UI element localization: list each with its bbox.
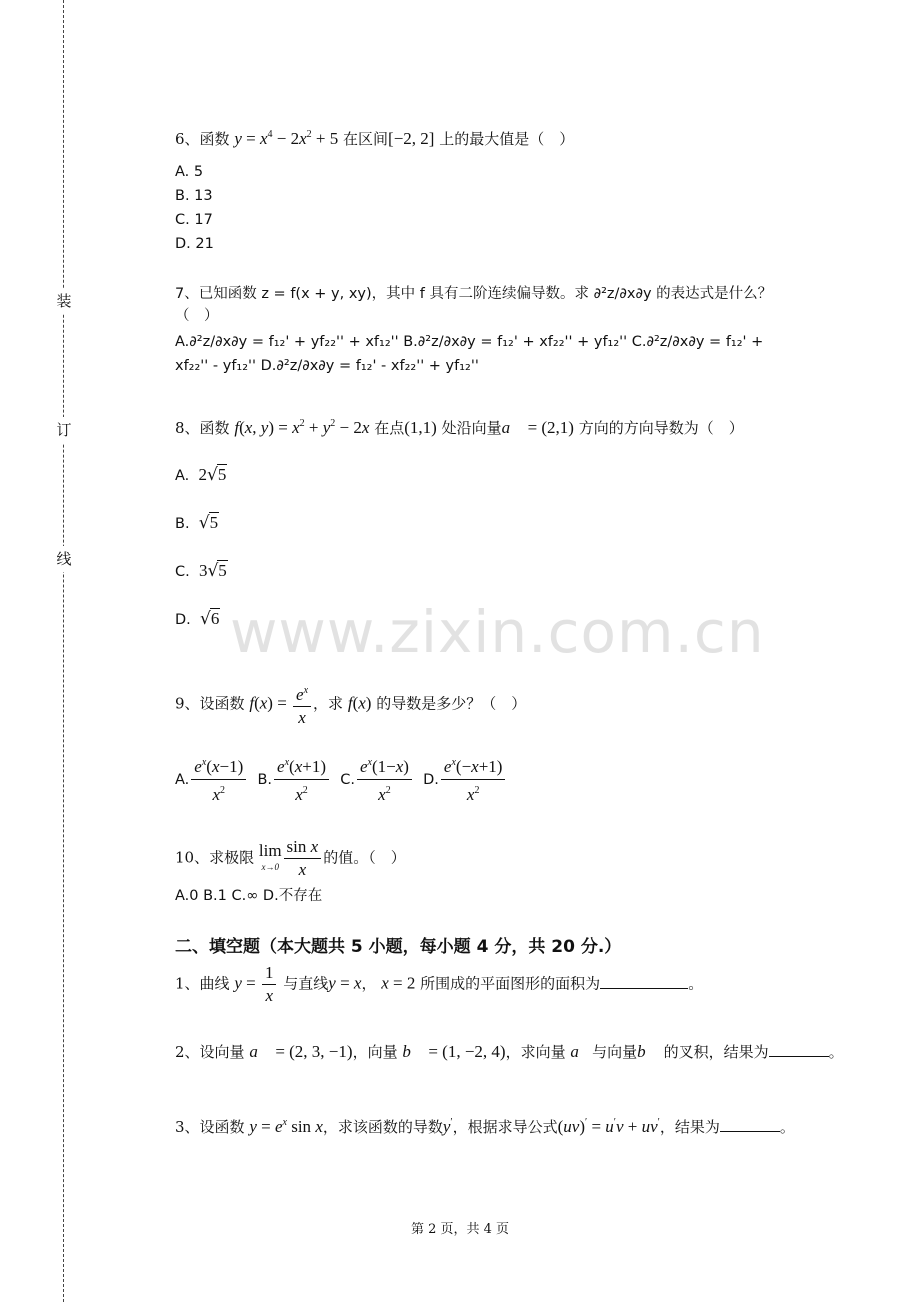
- question-9-option-c[interactable]: C. $\frac{e^x(1-x)}{x^2}$: [340, 772, 414, 788]
- question-6-option-b[interactable]: B. 13: [175, 188, 213, 204]
- question-7-options-line-1[interactable]: A.∂²z/∂x∂y = f₁₂' + yf₂₂'' + xf₁₂'' B.∂²z/∂x∂y = f₁₂' + xf₂₂'' + yf₁₂'' C.∂²z/∂x∂y = f₁₂' +: [175, 334, 764, 350]
- fill-1-stem: 1、曲线 y = $\frac{1}{x}$ 与直线y = x， x = 2 所围成的平面图形的面积为 。: [175, 963, 704, 1005]
- question-7-paren: （ ）: [175, 308, 219, 324]
- binding-char-ding: 订: [52, 417, 76, 443]
- fill-2-answer-blank[interactable]: [769, 1042, 829, 1057]
- question-6-option-d[interactable]: D. 21: [175, 236, 214, 252]
- question-6-option-a[interactable]: A. 5: [175, 164, 204, 180]
- question-9-option-b[interactable]: B. $\frac{e^x(x+1)}{x^2}$: [257, 772, 331, 788]
- binding-char-zhuang: 装: [52, 288, 76, 314]
- question-10-stem: 10、求极限 lim x→0 $\frac{\text{sin x}}{x}$ 的值。（ ）: [175, 837, 406, 879]
- question-8-option-c[interactable]: C. 3√5: [175, 561, 227, 581]
- question-8-stem: 8、函数 f(x, $y) = x^2 + y^2 - 2x$ 在点(1,1) 处沿向量a⃗ = (2,1) 方向的方向导数为（ ）: [175, 418, 744, 437]
- watermark: www.zixin.com.cn: [230, 598, 765, 666]
- fill-3-stem: 3、设函数 $y = e^x$ sin x，求该函数的导数y′，根据求导公式(uv)′ = u′v + uv′，结果为 。: [175, 1117, 795, 1136]
- question-6-stem: 6、函数 $y = x^4 - 2x^2 + 5$ 在区间[−2, 2] 上的最大值是（ ）: [175, 129, 575, 148]
- question-8-option-b[interactable]: B. √5: [175, 513, 219, 533]
- question-9-option-d[interactable]: D. $\frac{e^x(-x+1)}{x^2}$: [423, 772, 507, 788]
- binding-dashed-line: [63, 0, 64, 1302]
- fill-1-answer-blank[interactable]: [600, 974, 688, 989]
- question-6-option-c[interactable]: C. 17: [175, 212, 213, 228]
- binding-char-xian: 线: [52, 546, 76, 572]
- question-9-option-a[interactable]: A. $\frac{e^x(x-1)}{x^2}$: [175, 772, 248, 788]
- question-9-options: [175, 752, 507, 807]
- question-8-option-a[interactable]: A. 2√5: [175, 465, 227, 485]
- page-footer: 第 2 页，共 4 页: [410, 1222, 510, 1237]
- question-7-stem: 7、已知函数 z = f(x + y, xy)，其中 f 具有二阶连续偏导数。求 ∂²z/∂x∂y 的表达式是什么？: [175, 286, 773, 302]
- question-9-stem: 9、设函数 f(x) = $\frac{e^x}{x}$ ，求 f(x) 的导数是多少？（ ）: [175, 680, 526, 729]
- fill-2-stem: 2、设向量 a⃗ = (2, 3, −1)，向量 b⃗ = (1, −2, 4)，求向量 a⃗与向量b⃗ 的叉积，结果为 。: [175, 1042, 844, 1061]
- question-10-options[interactable]: A.0 B.1 C.∞ D.不存在: [175, 888, 323, 904]
- fill-3-answer-blank[interactable]: [720, 1117, 780, 1132]
- question-8-option-d[interactable]: D. √6: [175, 609, 220, 629]
- section-2-title: 二、填空题（本大题共 5 小题，每小题 4 分，共 20 分.）: [175, 937, 622, 957]
- question-7-options-line-2[interactable]: xf₂₂'' - yf₁₂'' D.∂²z/∂x∂y = f₁₂' - xf₂₂'' + yf₁₂'': [175, 358, 479, 374]
